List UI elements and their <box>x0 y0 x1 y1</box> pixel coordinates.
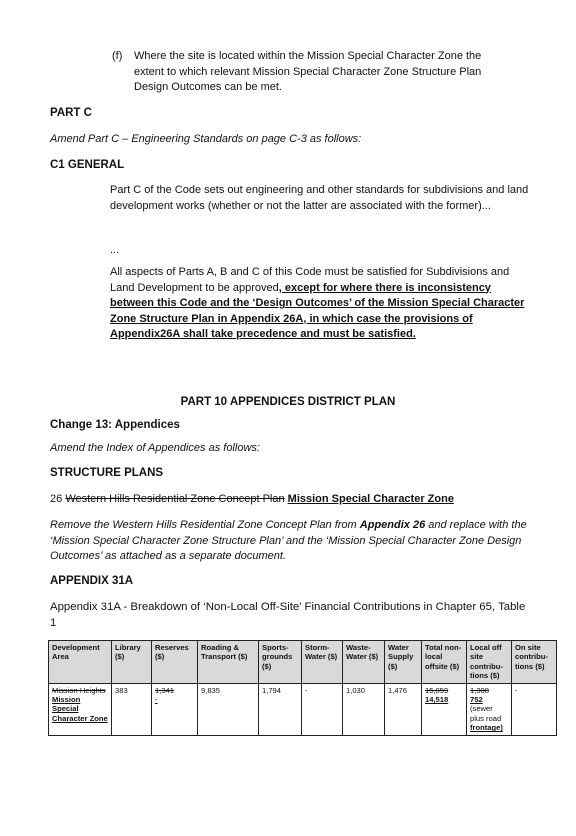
inserted-area: Mission Special Character Zone <box>52 695 108 723</box>
library-cell: 383 <box>112 683 152 735</box>
header-cell: Storm-Water ($) <box>302 641 343 684</box>
header-cell: Water Supply ($) <box>385 641 422 684</box>
entry-number: 26 <box>50 493 63 505</box>
structure-plans-heading: STRUCTURE PLANS <box>50 467 164 479</box>
part-c-heading: PART C <box>50 107 92 119</box>
header-cell: Waste-Water ($) <box>343 641 385 684</box>
roading-cell: 9,835 <box>198 683 259 735</box>
appendix-31a-caption: Appendix 31A - Breakdown of ‘Non-Local Off-Site’ Financial Contributions in Chapter 65, Table 1 <box>50 601 526 629</box>
c1-paragraph-2 <box>110 265 530 343</box>
remove-text-2: and replace with the ‘Mission Special Character Zone Structure Plan’ and the ‘Mission Special Character Zone Design Outcomes’ as attached as a separate document. <box>50 519 527 562</box>
deleted-local: 1,308 <box>470 685 490 695</box>
local-cell <box>467 683 512 735</box>
deleted-reserves: 1,341 <box>155 685 175 695</box>
total-cell <box>422 683 467 735</box>
remove-bold: Appendix 26 <box>359 519 426 531</box>
local-note: (sewer plus road <box>470 704 502 723</box>
area-cell <box>49 683 112 735</box>
appendix-26-entry <box>50 492 530 508</box>
table-header-row <box>49 641 557 684</box>
header-cell: Library ($) <box>112 641 152 684</box>
wastewater-cell: 1,030 <box>343 683 385 735</box>
c1-heading: C1 GENERAL <box>50 159 125 171</box>
header-cell: On site contribu-tions ($) <box>512 641 557 684</box>
inserted-entry-name: Mission Special Character Zone <box>287 493 454 505</box>
deleted-total: 15,859 <box>425 685 449 695</box>
header-cell: Sports-grounds ($) <box>259 641 302 684</box>
water-cell: 1,476 <box>385 683 422 735</box>
contributions-table <box>48 640 557 736</box>
remove-instruction <box>50 518 530 565</box>
part-10-instruction: Amend the Index of Appendices as follows: <box>50 442 260 454</box>
onsite-cell: - <box>512 683 557 735</box>
part-c-instruction: Amend Part C – Engineering Standards on page C-3 as follows: <box>50 133 362 145</box>
inserted-local: 752 <box>470 695 483 705</box>
item-f-text: Where the site is located within the Mission Special Character Zone the extent to which relevant Mission Special Character Zone Structure Plan Design Outcomes can be met. <box>134 50 482 93</box>
paragraph-inserted-text: , except for where there is inconsistency between this Code and the ‘Design Outcomes’ of the Mission Special Character Zone Structure Plan in Appendix 26A, in which case the provisions of Appendix26A shall take precedence and must be satisfied. <box>110 281 525 340</box>
reserves-cell <box>152 683 198 735</box>
header-cell: Reserves ($) <box>152 641 198 684</box>
remove-text-1: Remove the Western Hills Residential Zone Concept Plan from <box>50 519 357 531</box>
stormwater-cell: - <box>302 683 343 735</box>
sports-cell: 1,794 <box>259 683 302 735</box>
ellipsis: ... <box>110 244 120 256</box>
header-cell: Total non-local offsite ($) <box>422 641 467 684</box>
header-cell: Development Area <box>49 641 112 684</box>
deleted-entry-name: Western Hills Residential Zone Concept Plan <box>65 493 285 505</box>
paragraph-original-text: All aspects of Parts A, B and C of this Code must be satisfied for Subdivisions and Land Development to be approved <box>110 266 510 294</box>
part-10-heading: PART 10 APPENDICES DISTRICT PLAN <box>180 396 396 408</box>
deleted-area: Mission Heights <box>52 685 106 695</box>
local-note-underlined: frontage) <box>470 723 503 733</box>
c1-paragraph-1: Part C of the Code sets out engineering and other standards for subdivisions and land development works (whether or not the latter are associated with the former)... <box>110 184 529 212</box>
header-cell: Local off site contribu-tions ($) <box>467 641 512 684</box>
list-marker: (f) <box>112 50 123 62</box>
inserted-total: 14,518 <box>425 695 449 705</box>
change-heading: Change 13: Appendices <box>50 419 180 431</box>
table-row <box>49 683 557 735</box>
appendix-31a-heading: APPENDIX 31A <box>50 575 134 587</box>
inserted-reserves: - <box>155 695 158 705</box>
header-cell: Roading & Transport ($) <box>198 641 259 684</box>
